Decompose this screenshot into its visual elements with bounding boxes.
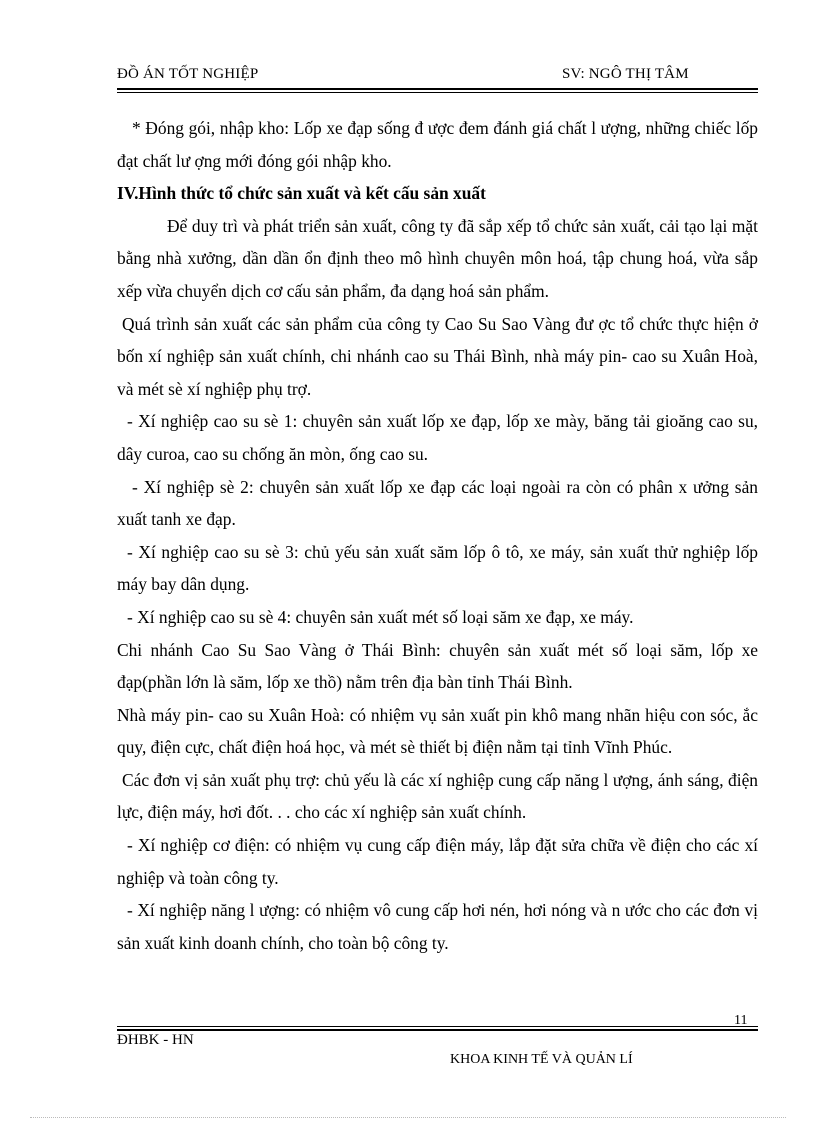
page-number: 11 (734, 1013, 748, 1028)
list-item: - Xí nghiệp cơ điện: có nhiệm vụ cung cấp điện máy, lắp đặt sửa chữa về điện cho các xí nghiệp và toàn công ty. (117, 835, 758, 888)
paragraph: Các đơn vị sản xuất phụ trợ: chủ yếu là các xí nghiệp cung cấp năng l ượng, ánh sáng, điện lực, điện máy, hơi đốt. . . cho các xí nghiệp sản xuất chính. (117, 769, 758, 823)
section-heading: IV.Hình thức tổ chức sản xuất và kết cấu sản xuất (117, 183, 486, 204)
footer-rule-thin (117, 1026, 758, 1027)
list-item: - Xí nghiệp cao su sè 1: chuyên sản xuất lốp xe đạp, lốp xe mày, băng tải gioăng cao su, dây curoa, cao su chống ăn mòn, ống cao su. (117, 411, 758, 464)
list-item: - Xí nghiệp cao su sè 4: chuyên sản xuất mét số loại săm xe đạp, xe máy. (127, 606, 634, 627)
list-item: - Xí nghiệp sè 2: chuyên sản xuất lốp xe đạp các loại ngoài ra còn có phân x ưởng sản xuất tanh xe đạp. (117, 476, 758, 530)
footer-university: ĐHBK - HN (117, 1032, 194, 1048)
paragraph: Nhà máy pin- cao su Xuân Hoà: có nhiệm vụ sản xuất pin khô mang nhãn hiệu con sóc, ắc quy, điện cực, chất điện hoá học, và mét sè thiết bị điện nằm tại tỉnh Vĩnh Phúc. (117, 704, 758, 758)
list-item: - Xí nghiệp cao su sè 3: chủ yếu sản xuất săm lốp ô tô, xe máy, sản xuất thử nghiệp lốp máy bay dân dụng. (117, 541, 758, 595)
header-student: SV: NGÔ THỊ TÂM (562, 66, 689, 82)
header-rule-thin (117, 92, 758, 93)
paragraph: * Đóng gói, nhập kho: Lốp xe đạp sống đ ược đem đánh giá chất l ượng, những chiếc lốp đạt chất lư ợng mới đóng gói nhập kho. (117, 118, 758, 171)
paragraph: Chi nhánh Cao Su Sao Vàng ở Thái Bình: chuyên sản xuất mét số loại săm, lốp xe đạp(phần lớn là săm, lốp xe thồ) nằm trên địa bàn tỉnh Thái Bình. (117, 639, 758, 693)
paragraph: Quá trình sản xuất các sản phẩm của công ty Cao Su Sao Vàng đư ợc tổ chức thực hiện ở bốn xí nghiệp sản xuất chính, chi nhánh cao su Thái Bình, nhà máy pin- cao su Xuân Hoà, và mét sè xí nghiệp phụ trợ. (117, 313, 758, 399)
list-item: - Xí nghiệp năng l ượng: có nhiệm vô cung cấp hơi nén, hơi nóng và n ước cho các đơn vị sản xuất kinh doanh chính, cho toàn bộ công ty. (117, 900, 758, 953)
body-text (117, 112, 758, 959)
footer-faculty: KHOA KINH TẾ VÀ QUẢN LÍ (450, 1052, 633, 1067)
footer-rule-thick (117, 1029, 758, 1031)
header-title: ĐỒ ÁN TỐT NGHIỆP (117, 66, 259, 82)
header-rule-thick (117, 88, 758, 90)
page-bottom-border (30, 1117, 786, 1118)
paragraph: Để duy trì và phát triển sản xuất, công ty đã sắp xếp tổ chức sản xuất, cải tạo lại mặt bằng nhà xưởng, dần dần ổn định theo mô hình chuyên môn hoá, tập chung hoá, vừa sắp xếp vừa chuyển dịch cơ cấu sản phẩm, đa dạng hoá sản phẩm. (117, 215, 758, 301)
